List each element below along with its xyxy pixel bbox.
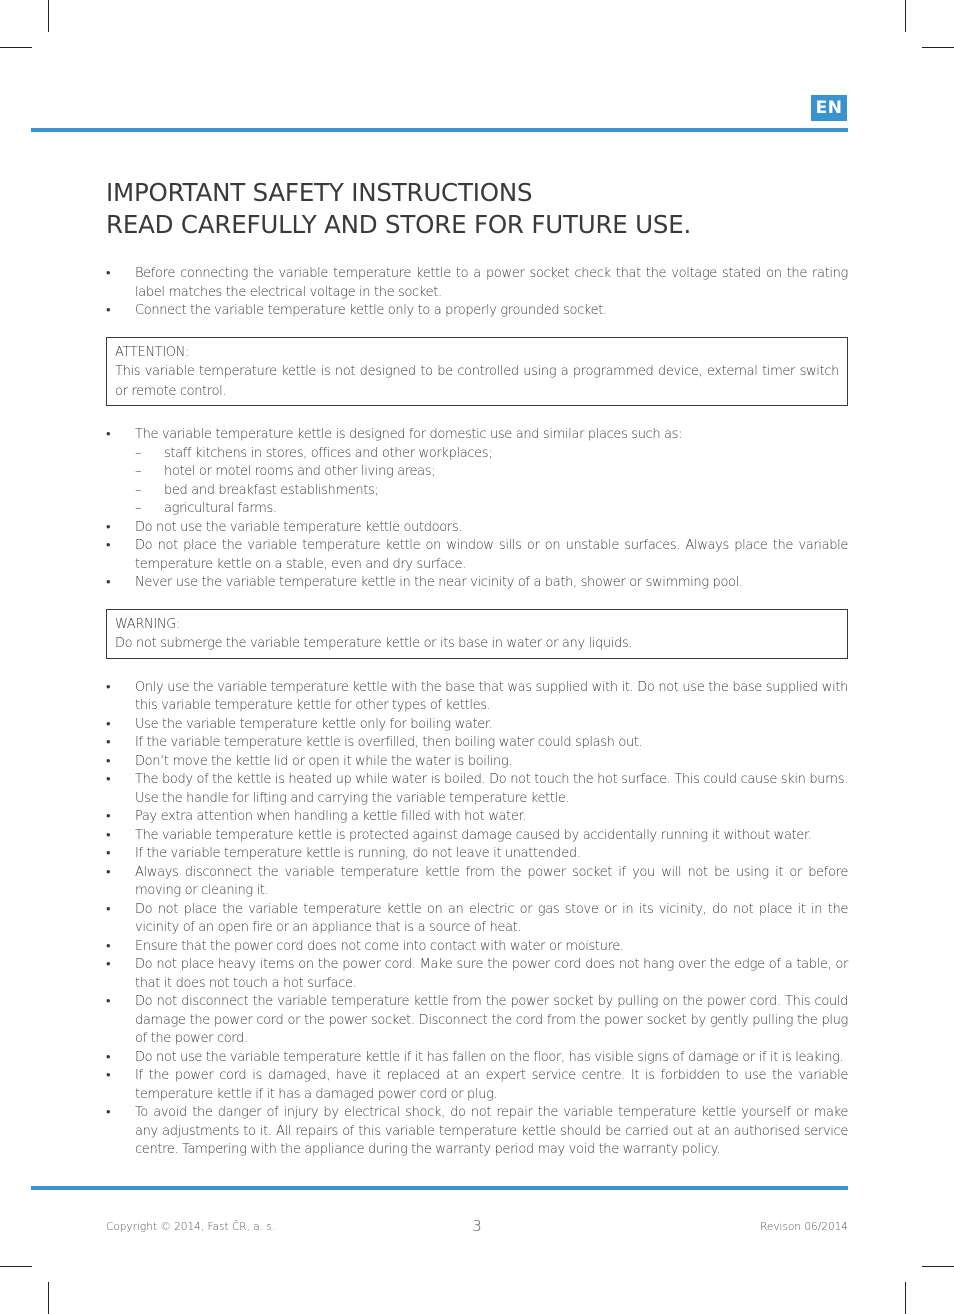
crop-mark-bottom-left-vertical — [48, 1282, 49, 1314]
list-item: • Ensure that the power cord does not come into contact with water or moisture. — [106, 938, 848, 957]
sub-list-item: – staff kitchens in stores, offices and other workplaces; — [135, 445, 848, 464]
list-item: • The body of the kettle is heated up while water is boiled. Do not touch the hot surface. This could cause skin burns. Use the handle for lifting and carrying the variable temperature kettle. — [106, 771, 848, 808]
crop-mark-bottom-right-vertical — [905, 1282, 906, 1314]
page-title-line-2: READ CAREFULLY AND STORE FOR FUTURE USE. — [106, 210, 692, 239]
list-item: • Do not disconnect the variable temperature kettle from the power socket by pulling on the power cord. This could damage the power cord or the power socket. Disconnect the cord from the power socket by gently pulling the plug of the power cord. — [106, 993, 848, 1049]
list-item: • The variable temperature kettle is protected against damage caused by accidentally running it without water. — [106, 827, 848, 846]
safety-list — [106, 679, 848, 1160]
list-item: • Always disconnect the variable temperature kettle from the power socket if you will not be using it or before moving or cleaning it. — [106, 864, 848, 901]
warning-title: WARNING: — [115, 616, 181, 632]
sub-list-item: – bed and breakfast establishments; — [135, 482, 848, 501]
list-item — [106, 426, 848, 519]
list-item: • Do not place the variable temperature kettle on window sills or on unstable surfaces. Always place the variable temperature kettle on a stable, even and dry surface. — [106, 537, 848, 574]
list-item: • If the power cord is damaged, have it replaced at an expert service centre. It is forbidden to use the variable temperature kettle if it has a damaged power cord or plug. — [106, 1067, 848, 1104]
list-item: • Before connecting the variable temperature kettle to a power socket check that the voltage stated on the rating label matches the electrical voltage in the socket. — [106, 265, 848, 302]
crop-mark-top-right-horizontal — [922, 47, 954, 48]
page-title-line-1: IMPORTANT SAFETY INSTRUCTIONS — [106, 178, 533, 207]
list-item: • Don’t move the kettle lid or open it while the water is boiling. — [106, 753, 848, 772]
language-badge: EN — [811, 95, 847, 121]
attention-text: This variable temperature kettle is not designed to be controlled using a programmed device, external timer switch or remote control. — [115, 364, 839, 399]
footer-revision: Revison 06/2014 — [760, 1221, 848, 1233]
sub-list-item: – agricultural farms. — [135, 500, 848, 519]
usage-places-list — [135, 445, 848, 519]
top-accent-rule — [31, 128, 848, 132]
crop-mark-top-left-vertical — [48, 0, 49, 32]
list-item: • Pay extra attention when handling a kettle filled with hot water. — [106, 808, 848, 827]
list-item: • Do not use the variable temperature kettle if it has fallen on the floor, has visible signs of damage or if it is leaking. — [106, 1049, 848, 1068]
list-item: • Do not place the variable temperature kettle on an electric or gas stove or in its vicinity, do not place it in the vicinity of an open fire or an appliance that is a source of heat. — [106, 901, 848, 938]
warning-text: Do not submerge the variable temperature kettle or its base in water or any liquids. — [115, 636, 633, 651]
list-item: • To avoid the danger of injury by electrical shock, do not repair the variable temperature kettle yourself or make any adjustments to it. All repairs of this variable temperature kettle should be carried out at an authorised service centre. Tampering with the appliance during the warranty period may void the warranty policy. — [106, 1104, 848, 1160]
list-item: • If the variable temperature kettle is overfilled, then boiling water could splash out. — [106, 734, 848, 753]
list-item: • Connect the variable temperature kettle only to a properly grounded socket. — [106, 302, 848, 321]
list-item: • If the variable temperature kettle is running, do not leave it unattended. — [106, 845, 848, 864]
list-item: • Do not place heavy items on the power cord. Make sure the power cord does not hang over the edge of a table, or that it does not touch a hot surface. — [106, 956, 848, 993]
intro-list — [106, 265, 848, 321]
page-footer — [106, 1219, 848, 1239]
bottom-accent-rule — [31, 1186, 848, 1190]
page-number: 3 — [472, 1217, 482, 1235]
attention-title: ATTENTION: — [115, 344, 190, 360]
list-item: • Use the variable temperature kettle only for boiling water. — [106, 716, 848, 735]
usage-list — [106, 426, 848, 593]
attention-box — [106, 337, 848, 407]
list-item-text: The variable temperature kettle is designed for domestic use and similar places such as: — [135, 427, 683, 442]
crop-mark-bottom-right-horizontal — [922, 1266, 954, 1267]
footer-copyright: Copyright © 2014, Fast ČR, a. s. — [106, 1221, 276, 1233]
crop-mark-top-right-vertical — [905, 0, 906, 32]
list-item: • Never use the variable temperature kettle in the near vicinity of a bath, shower or swimming pool. — [106, 574, 848, 593]
warning-box — [106, 609, 848, 659]
page-title — [106, 177, 848, 241]
crop-mark-bottom-left-horizontal — [0, 1266, 32, 1267]
list-item: • Only use the variable temperature kettle with the base that was supplied with it. Do not use the base supplied with this variable temperature kettle for other types of kettles. — [106, 679, 848, 716]
list-item: • Do not use the variable temperature kettle outdoors. — [106, 519, 848, 538]
crop-mark-top-left-horizontal — [0, 47, 32, 48]
document-body — [106, 177, 848, 1160]
sub-list-item: – hotel or motel rooms and other living areas; — [135, 463, 848, 482]
